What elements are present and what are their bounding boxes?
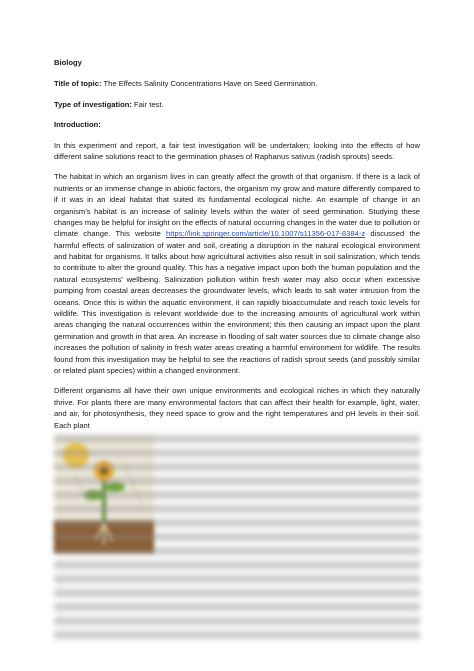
- subject-heading: Biology: [54, 58, 82, 67]
- intro-paragraph-2: [54, 171, 420, 376]
- paragraph-2-text-before-link: The habitat in which an organism lives in can greatly affect the growth of that organism. If there is a lack of nutrients or an immense change in abiotic factors, the organism my grow and mature differently compared to if it was in an ideal habitat that suited its fundamental ecological niche. An example of change in an organism’s habitat is an increase of salinity levels within the water of seed germination. Studying these changes may be helpful for insight on the effects of natural occurring changes in the water due to pollution or climate change. This website: [54, 172, 420, 239]
- intro-paragraph-3: [54, 385, 420, 431]
- paragraph-2-text-after-link: discussed the harmful effects of salinization of water and soil, creating a disruption in the natural ecological environment and habitat for organisms. It talks about how agricultural activities also result in soil salinization, which tends to contribute to alter the ground quality. This has a negative impact upon both the human population and the natural ecosystems’ wellbeing. Salinization pollution within fresh water may also occur when excessive pumping from coastal areas decreases the groundwater levels, which leads to salt water intrusion from the oceans. Once this is within the aquatic environment, it can rapidly bioaccumulate and reach toxic levels for wildlife. This investigation is relevant worldwide due to the increasing amounts of agricultural work within areas changing the natural occurrences within the environment; this then causing an impact upon the plant germination and growth in that area. An increase in flooding of salt water sources due to climate change also increases the pollution of salinity in fresh water areas creating a harmful environment for wildlife. The results found from this investigation may be helpful to see the reactions of radish sprout seeds (and possibly similar or related plant species) within a changed environment.: [54, 229, 420, 375]
- introduction-heading: Introduction:: [54, 120, 101, 130]
- intro-paragraph-1: In this experiment and report, a fair test investigation will be undertaken; looking into the effects of how different saline solutions react to the germination phases of Raphanus sativus (radish sprouts) seeds.: [54, 140, 420, 161]
- investigation-label: Type of investigation:: [54, 99, 132, 109]
- topic-line: [54, 78, 420, 89]
- blurred-continuation-text: [54, 435, 420, 639]
- topic-label: Title of topic:: [54, 79, 102, 89]
- investigation-value: Fair test.: [131, 99, 164, 109]
- investigation-line: [54, 99, 420, 110]
- topic-value: The Effects Salinity Concentrations Have on Seed Germination.: [101, 79, 318, 89]
- springer-article-link[interactable]: https://link.springer.com/article/10.1007/s11356-017-8384-z: [166, 229, 366, 239]
- paragraph-3-visible-text: Different organisms all have their own unique environments and ecological niches in which they naturally thrive. For plants there are many environmental factors that can affect their health for example, light, water, and air, for photosynthesis, they need space to grow and the right temperatures and pH levels in their soil. Each plant: [54, 386, 420, 430]
- paragraph-3-area: [54, 385, 420, 645]
